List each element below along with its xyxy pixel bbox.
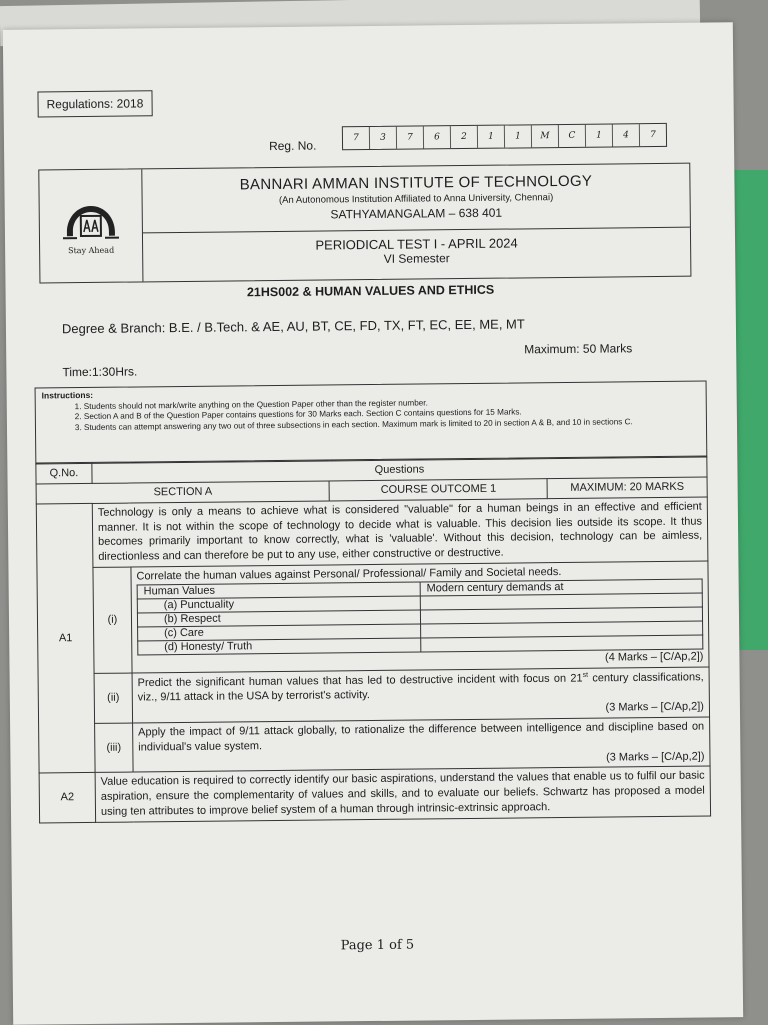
subquestion-i xyxy=(131,561,709,673)
reg-no-digit: 4 xyxy=(613,124,640,146)
institute-logo-icon xyxy=(63,197,119,242)
values-col-header: Human Values xyxy=(137,582,420,599)
demands-col-header: Modern century demands at xyxy=(420,579,702,596)
instruction-item: 1. Students should not mark/write anything on the Question Paper other than the register number. xyxy=(84,395,700,411)
institution-city: SATHYAMANGALAM – 638 401 xyxy=(330,205,503,222)
course-title: 21HS002 & HUMAN VALUES AND ETHICS xyxy=(246,282,495,300)
subquestion-ii-text-part: century classifications, viz., 9/11 attack in the USA by terrorist's activity. xyxy=(137,670,704,704)
reg-no-digit: 1 xyxy=(478,126,505,148)
subquestion-iii xyxy=(132,717,710,773)
subquestion-ii-marks: (3 Marks – [C/Ap,2]) xyxy=(605,700,704,714)
maximum-marks: Maximum: 50 Marks xyxy=(524,341,633,357)
regulations-box: Regulations: 2018 xyxy=(37,90,152,117)
value-row: (c) Care xyxy=(137,624,420,641)
page-number: Page 1 of 5 xyxy=(340,937,415,954)
instructions-box xyxy=(35,380,708,463)
institution-header xyxy=(38,163,691,284)
ordinal-suffix: st xyxy=(582,671,589,679)
institution-name: BANNARI AMMAN INSTITUTE OF TECHNOLOGY xyxy=(239,172,593,194)
reg-no-digit: 6 xyxy=(424,126,451,148)
question-number-a1: A1 xyxy=(36,503,95,773)
subquestion-iii-marks: (3 Marks – [C/Ap,2]) xyxy=(605,750,705,764)
qno-header: Q.No. xyxy=(36,463,92,483)
course-outcome: COURSE OUTCOME 1 xyxy=(330,479,548,501)
question-number-a2: A2 xyxy=(39,773,95,823)
subquestion-ii xyxy=(132,667,710,723)
questions-header: Questions xyxy=(92,457,707,483)
reg-no-digit: 7 xyxy=(343,127,370,149)
institution-name-block xyxy=(142,164,690,234)
a1-passage: Technology is only a means to achieve what is considered "valuable" for a human beings in an effective and efficient manner. It is not within the scope of technology to decide what is valuable. This decision lies outside its scope. It thus becomes primarily important to know correctly, what is 'valuable'. Without this decision, technology can be aimless, directionless and can therefore be put to any use, either constructive or destructive. xyxy=(92,497,708,568)
reg-no-digit: 7 xyxy=(650,130,656,141)
logo-tagline: Stay Ahead xyxy=(68,245,115,255)
section-maximum: MAXIMUM: 20 MARKS xyxy=(547,477,707,499)
test-name: PERIODICAL TEST I - APRIL 2024 xyxy=(315,235,518,253)
value-row: (d) Honesty/ Truth xyxy=(138,638,421,655)
reg-no-digit: C xyxy=(559,125,586,147)
subquestion-i-marks: (4 Marks – [C/Ap,2]) xyxy=(604,650,704,664)
test-block xyxy=(143,228,690,282)
institution-details xyxy=(142,164,690,282)
questions-table xyxy=(35,456,711,823)
logo-cell xyxy=(39,169,143,282)
reg-no-digit: 3 xyxy=(370,127,397,149)
a2-passage: Value education is required to correctly identify our basic aspirations, understand the values that enable us to fulfil our basic aspiration, ensure the complementarity of values and skills, and to evaluate our beliefs. Schwartz has proposed a model using ten attributes to improve belief system of a human through intrinsic-extrinsic approach. xyxy=(95,766,711,822)
reg-no-digit: 1 xyxy=(586,124,613,146)
exam-time: Time:1:30Hrs. xyxy=(62,364,138,380)
subquestion-ii-text-part: Predict the significant human values that has led to destructive incident with focus on 21 xyxy=(137,672,583,689)
instruction-item: 3. Students can attempt answering any two out of three subsections in each section. Maximum mark is limited to 20 in section A & B, and 10 in sections C. xyxy=(84,417,700,433)
reg-no-label: Reg. No. xyxy=(268,138,317,154)
reg-no-digit: 2 xyxy=(451,126,478,148)
institution-affiliation: (An Autonomous Institution Affiliated to Anna University, Chennai) xyxy=(278,192,554,206)
value-row: (b) Respect xyxy=(137,610,420,627)
instructions-heading: Instructions: xyxy=(41,389,94,401)
semester: VI Semester xyxy=(383,251,450,266)
question-paper xyxy=(3,22,743,1025)
section-label: SECTION A xyxy=(36,481,330,504)
subquestion-i-text: Correlate the human values against Personal/ Professional/ Family and Societal needs. xyxy=(136,566,562,583)
reg-no-digit: 7 xyxy=(397,126,424,148)
reg-no-digit: 1 xyxy=(505,125,532,147)
degree-branch: Degree & Branch: B.E. / B.Tech. & AE, AU, BT, CE, FD, TX, FT, EC, EE, ME, MT xyxy=(61,316,525,337)
subquestion-number-iii: (iii) xyxy=(95,723,133,773)
subquestion-number-ii: (ii) xyxy=(94,673,132,724)
subquestion-iii-text: Apply the impact of 9/11 attack globally, to rationalize the difference between intelligence and discipline based on individual's value system. xyxy=(138,720,705,754)
instructions-list xyxy=(42,395,700,433)
subquestion-number-i: (i) xyxy=(93,567,132,673)
values-table xyxy=(137,578,704,655)
reg-no-digit: M xyxy=(532,125,559,147)
instruction-item: 2. Section A and B of the Question Paper contains questions for 30 Marks each. Section C contains questions for 15 Marks. xyxy=(84,406,700,422)
value-row: (a) Punctuality xyxy=(137,596,420,613)
reg-no-boxes xyxy=(342,123,667,150)
